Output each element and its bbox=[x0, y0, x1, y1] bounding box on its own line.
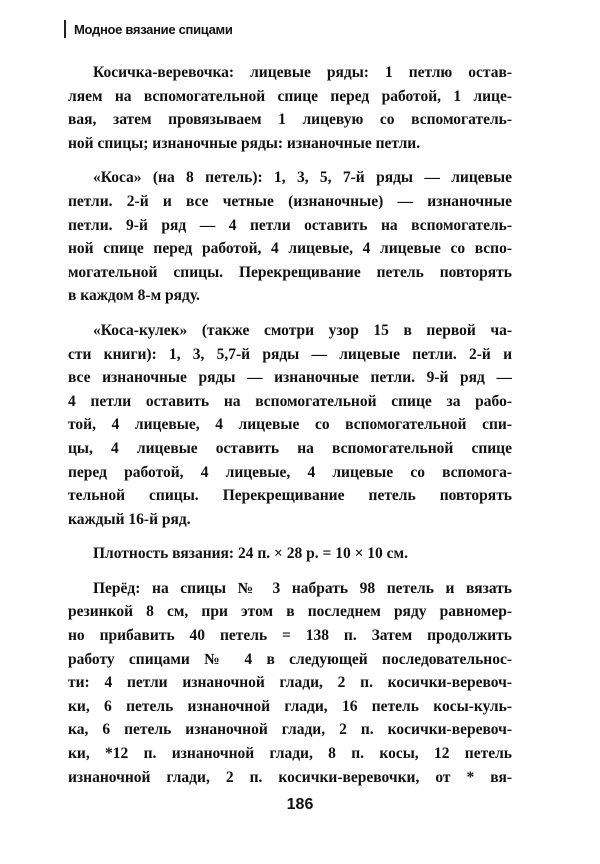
text-line: в каждом 8-м ряду. bbox=[68, 287, 200, 305]
paragraph bbox=[68, 61, 512, 155]
text-line: но прибавить 40 петель = 138 п. Затем продолжить bbox=[68, 627, 512, 645]
text-line: Косичка-веревочка: лицевые ряды: 1 петлю остав- bbox=[93, 64, 512, 81]
text-line: петли. 2-й и все четные (изнаночные) — изнаночные bbox=[68, 192, 512, 210]
text-line: «Коса-кулек» (также смотри узор 15 в первой ча- bbox=[93, 321, 512, 339]
page-number: 186 bbox=[286, 796, 314, 813]
text-line: ки, 6 петель изнаночной глади, 16 петель косы-куль- bbox=[68, 697, 512, 715]
text-line: вая, затем провязываем 1 лицевую со вспомогатель- bbox=[68, 111, 512, 129]
text-line: ляем на вспомогательной спице перед работой, 1 лице- bbox=[68, 87, 512, 105]
text-line: Перёд: на спицы № 3 набрать 98 петель и вязать bbox=[93, 579, 512, 597]
body-text bbox=[68, 61, 512, 800]
text-line: той, 4 лицевые, 4 лицевые со вспомогательной спи- bbox=[68, 416, 512, 434]
header-bracket bbox=[64, 20, 66, 38]
text-line: ти: 4 петли изнаночной глади, 2 п. косички-веревоч- bbox=[68, 674, 512, 692]
running-header bbox=[64, 20, 233, 38]
paragraph bbox=[68, 166, 512, 308]
text-line: Плотность вязания: 24 п. × 28 р. = 10 × 10 см. bbox=[93, 545, 408, 563]
text-line: «Коса» (на 8 петель): 1, 3, 5, 7-й ряды — лицевые bbox=[93, 169, 512, 187]
text-line: тельной спицы. Перекрещивание петель повторять bbox=[68, 487, 512, 505]
text-line: изнаночной глади, 2 п. косички-веревочки, от * вя- bbox=[68, 768, 512, 786]
text-line: могательной спицы. Перекрещивание петель повторять bbox=[68, 263, 512, 281]
text-line: ка, 6 петель изнаночной глади, 2 п. косички-веревоч- bbox=[68, 721, 512, 739]
text-line: цы, 4 лицевые оставить на вспомогательной спице bbox=[68, 439, 512, 457]
text-line: ки, *12 п. изнаночной глади, 8 п. косы, 12 петель bbox=[68, 745, 512, 763]
text-line: ной спице перед работой, 4 лицевые, 4 лицевые со вспо- bbox=[68, 240, 512, 258]
paragraph bbox=[68, 319, 512, 531]
paragraph bbox=[68, 542, 512, 566]
text-line: петли. 9-й ряд — 4 петли оставить на вспомогатель- bbox=[68, 216, 512, 234]
text-line: все изнаночные ряды — изнаночные петли. 9-й ряд — bbox=[68, 369, 512, 387]
paragraph bbox=[68, 577, 512, 789]
text-line: работу спицами № 4 в следующей последовательнос- bbox=[68, 650, 512, 668]
running-title: Модное вязание спицами bbox=[74, 21, 233, 37]
text-line: резинкой 8 см, при этом в последнем ряду равномер- bbox=[68, 603, 512, 621]
text-line: 4 петли оставить на вспомогательной спице за рабо- bbox=[68, 392, 512, 410]
text-line: ной спицы; изнаночные ряды: изнаночные петли. bbox=[68, 134, 421, 152]
text-line: каждый 16-й ряд. bbox=[68, 510, 191, 528]
text-line: сти книги): 1, 3, 5,7-й ряды — лицевые петли. 2-й и bbox=[68, 345, 512, 363]
text-line: перед работой, 4 лицевые, 4 лицевые со вспомога- bbox=[68, 463, 512, 481]
